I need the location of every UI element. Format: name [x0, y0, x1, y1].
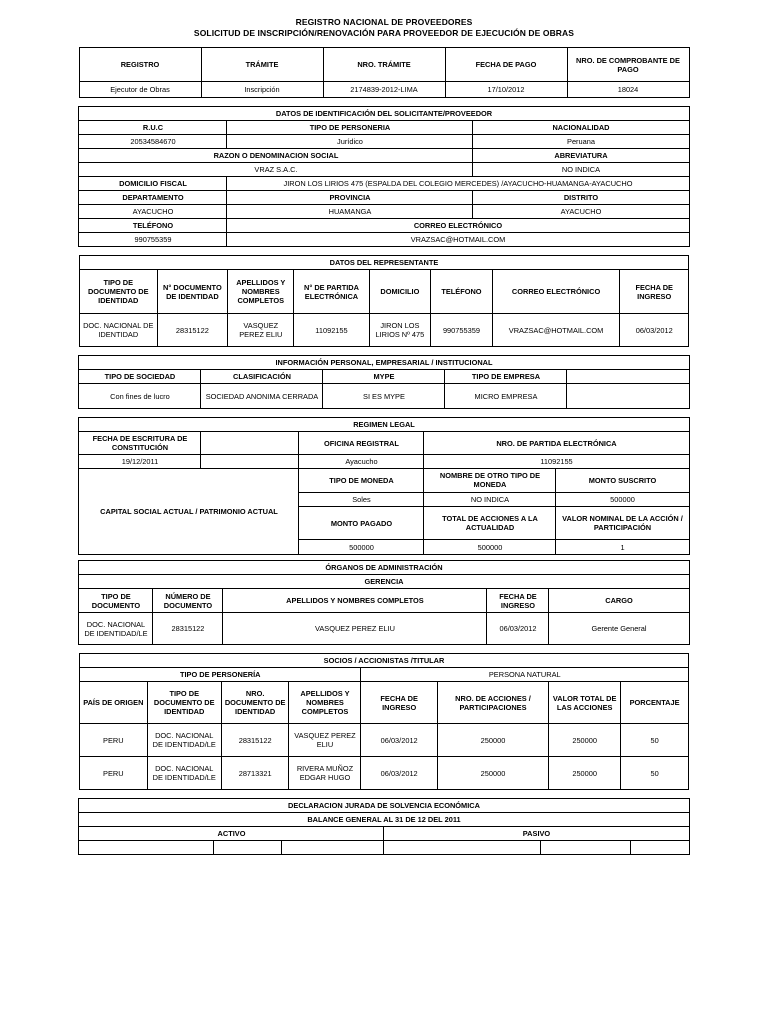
tramite-value-registro: Ejecutor de Obras — [79, 82, 201, 98]
tramite-header-registro: REGISTRO — [79, 48, 201, 82]
label-valor-nominal: VALOR NOMINAL DE LA ACCIÓN / PARTICIPACIÓN — [556, 507, 689, 540]
soc-header-tipo-doc: TIPO DE DOCUMENTO DE IDENTIDAD — [147, 682, 221, 724]
rep-cell-nro-doc: 28315122 — [157, 314, 228, 347]
label-fecha-escritura: FECHA DE ESCRITURA DE CONSTITUCIÓN — [79, 432, 201, 455]
rep-header-tipo-doc: TIPO DE DOCUMENTO DE IDENTIDAD — [80, 270, 158, 314]
org-cell-cargo: Gerente General — [549, 613, 689, 645]
tramite-value-fecha-pago: 17/10/2012 — [445, 82, 567, 98]
document-page — [0, 17, 768, 1024]
label-departamento: DEPARTAMENTO — [79, 191, 227, 205]
table-row — [79, 827, 689, 841]
rep-header-fecha-ingreso: FECHA DE INGRESO — [620, 270, 689, 314]
org-header-tipo-documento: TIPO DE DOCUMENTO — [79, 589, 153, 613]
label-razon-social: RAZON O DENOMINACION SOCIAL — [79, 149, 473, 163]
label-monto-suscrito: MONTO SUSCRITO — [556, 469, 689, 493]
tramite-table — [79, 47, 690, 98]
soc-cell-tipo-doc: DOC. NACIONAL DE IDENTIDAD/LE — [147, 724, 221, 757]
organos-table — [78, 560, 689, 645]
identificacion-table — [78, 106, 689, 247]
table-row — [80, 270, 689, 314]
value-telefono: 990755359 — [79, 233, 227, 247]
table-row — [79, 107, 689, 121]
table-row — [79, 121, 689, 135]
label-provincia: PROVINCIA — [227, 191, 473, 205]
soc-cell-fecha-ingreso: 06/03/2012 — [361, 757, 437, 790]
value-valor-nominal: 1 — [556, 540, 689, 555]
org-header-numero-documento: NÚMERO DE DOCUMENTO — [153, 589, 223, 613]
soc-cell-porcentaje: 50 — [621, 724, 689, 757]
organos-section-title: ÓRGANOS DE ADMINISTRACIÓN — [79, 561, 689, 575]
informacion-personal-table — [78, 355, 689, 409]
tramite-value-nro-comprobante: 18024 — [567, 82, 689, 98]
soc-cell-fecha-ingreso: 06/03/2012 — [361, 724, 437, 757]
rep-cell-partida: 11092155 — [294, 314, 369, 347]
soc-cell-nro-doc: 28713321 — [221, 757, 289, 790]
label-monto-pagado: MONTO PAGADO — [299, 507, 424, 540]
representante-table — [79, 255, 689, 347]
representante-section-title: DATOS DEL REPRESENTANTE — [80, 256, 689, 270]
soc-header-nro-acciones: NRO. DE ACCIONES / PARTICIPACIONES — [437, 682, 548, 724]
label-correo: CORREO ELECTRÓNICO — [227, 219, 689, 233]
tramite-header-fecha-pago: FECHA DE PAGO — [445, 48, 567, 82]
rep-header-apellidos: APELLIDOS Y NOMBRES COMPLETOS — [228, 270, 294, 314]
soc-header-pais: PAÍS DE ORIGEN — [80, 682, 148, 724]
value-total-acciones: 500000 — [424, 540, 556, 555]
declaracion-balance-title: BALANCE GENERAL AL 31 DE 12 DEL 2011 — [79, 813, 689, 827]
declaracion-table — [78, 798, 689, 855]
table-row — [79, 233, 689, 247]
rep-header-correo: CORREO ELECTRÓNICO — [492, 270, 620, 314]
table-row — [79, 799, 689, 813]
value-fecha-escritura: 19/12/2011 — [79, 455, 201, 469]
value-departamento: AYACUCHO — [79, 205, 227, 219]
table-row — [79, 177, 689, 191]
label-telefono: TELÉFONO — [79, 219, 227, 233]
informacion-section-title: INFORMACIÓN PERSONAL, EMPRESARIAL / INSTITUCIONAL — [79, 356, 689, 370]
value-correo: VRAZSAC@HOTMAIL.COM — [227, 233, 689, 247]
label-ruc: R.U.C — [79, 121, 227, 135]
table-row — [80, 682, 689, 724]
declaracion-pasivo-label: PASIVO — [384, 827, 689, 841]
socios-group-label: TIPO DE PERSONERÍA — [80, 668, 361, 682]
tramite-header-nro-comprobante: NRO. DE COMPROBANTE DE PAGO — [567, 48, 689, 82]
label-domicilio-fiscal: DOMICILIO FISCAL — [79, 177, 227, 191]
regimen-legal-table — [78, 417, 689, 555]
table-row — [79, 561, 689, 575]
rep-cell-apellidos: VASQUEZ PEREZ ELIU — [228, 314, 294, 347]
org-cell-numero-documento: 28315122 — [153, 613, 223, 645]
declaracion-empty-cell — [214, 841, 282, 855]
title-line-1: REGISTRO NACIONAL DE PROVEEDORES — [295, 17, 473, 27]
soc-cell-valor-total: 250000 — [549, 757, 621, 790]
table-row — [79, 163, 689, 177]
table-row — [79, 370, 689, 384]
soc-header-apellidos: APELLIDOS Y NOMBRES COMPLETOS — [289, 682, 361, 724]
value-tipo-moneda: Soles — [299, 492, 424, 507]
table-row — [79, 82, 689, 98]
soc-header-fecha-ingreso: FECHA DE INGRESO — [361, 682, 437, 724]
socios-table — [79, 653, 689, 790]
soc-cell-valor-total: 250000 — [549, 724, 621, 757]
table-row — [79, 48, 689, 82]
org-cell-apellidos: VASQUEZ PEREZ ELIU — [223, 613, 487, 645]
table-row — [79, 469, 689, 493]
table-row — [80, 724, 689, 757]
label-abreviatura: ABREVIATURA — [473, 149, 689, 163]
label-tipo-personeria: TIPO DE PERSONERIA — [227, 121, 473, 135]
declaracion-section-title: DECLARACION JURADA DE SOLVENCIA ECONÓMICA — [79, 799, 689, 813]
declaracion-activo-label: ACTIVO — [79, 827, 384, 841]
rep-header-nro-doc: N° DOCUMENTO DE IDENTIDAD — [157, 270, 228, 314]
tramite-header-nro-tramite: NRO. TRÁMITE — [323, 48, 445, 82]
info-header-tipo-empresa: TIPO DE EMPRESA — [445, 370, 567, 384]
value-monto-pagado: 500000 — [299, 540, 424, 555]
org-cell-fecha-ingreso: 06/03/2012 — [487, 613, 549, 645]
declaracion-empty-cell — [282, 841, 384, 855]
declaracion-empty-cell — [384, 841, 541, 855]
identificacion-section-title: DATOS DE IDENTIFICACIÓN DEL SOLICITANTE/PROVEEDOR — [79, 107, 689, 121]
soc-cell-apellidos: VASQUEZ PEREZ ELIU — [289, 724, 361, 757]
rep-header-partida: N° DE PARTIDA ELECTRÓNICA — [294, 270, 369, 314]
label-nombre-otro-moneda: NOMBRE DE OTRO TIPO DE MONEDA — [424, 469, 556, 493]
page-title — [0, 17, 768, 39]
info-cell-mype: SI ES MYPE — [323, 384, 445, 409]
value-partida-electronica: 11092155 — [424, 455, 689, 469]
value-razon-social: VRAZ S.A.C. — [79, 163, 473, 177]
table-row — [79, 841, 689, 855]
label-partida-electronica: NRO. DE PARTIDA ELECTRÓNICA — [424, 432, 689, 455]
table-row — [79, 813, 689, 827]
table-row — [79, 418, 689, 432]
soc-cell-nro-doc: 28315122 — [221, 724, 289, 757]
value-oficina-registral: Ayacucho — [299, 455, 424, 469]
table-row — [79, 432, 689, 455]
soc-cell-nro-acciones: 250000 — [437, 757, 548, 790]
table-row — [79, 384, 689, 409]
rep-header-domicilio: DOMICILIO — [369, 270, 431, 314]
table-row — [79, 589, 689, 613]
soc-header-porcentaje: PORCENTAJE — [621, 682, 689, 724]
rep-cell-fecha-ingreso: 06/03/2012 — [620, 314, 689, 347]
regimen-section-title: REGIMEN LEGAL — [79, 418, 689, 432]
info-header-empty — [567, 370, 689, 384]
soc-cell-nro-acciones: 250000 — [437, 724, 548, 757]
org-header-fecha-ingreso: FECHA DE INGRESO — [487, 589, 549, 613]
table-row — [80, 654, 689, 668]
value-abreviatura: NO INDICA — [473, 163, 689, 177]
rep-header-telefono: TELÉFONO — [431, 270, 493, 314]
value-provincia: HUAMANGA — [227, 205, 473, 219]
value-monto-suscrito: 500000 — [556, 492, 689, 507]
soc-cell-apellidos: RIVERA MUÑOZ EDGAR HUGO — [289, 757, 361, 790]
declaracion-empty-cell — [79, 841, 214, 855]
regimen-blank-value — [201, 455, 299, 469]
label-oficina-registral: OFICINA REGISTRAL — [299, 432, 424, 455]
socios-section-title: SOCIOS / ACCIONISTAS /TITULAR — [80, 654, 689, 668]
rep-cell-telefono: 990755359 — [431, 314, 493, 347]
table-row — [80, 314, 689, 347]
soc-cell-pais: PERU — [80, 724, 148, 757]
table-row — [79, 219, 689, 233]
socios-group-value: PERSONA NATURAL — [361, 668, 689, 682]
table-row — [79, 575, 689, 589]
label-distrito: DISTRITO — [473, 191, 689, 205]
rep-cell-correo: VRAZSAC@HOTMAIL.COM — [492, 314, 620, 347]
label-total-acciones: TOTAL DE ACCIONES A LA ACTUALIDAD — [424, 507, 556, 540]
declaracion-empty-cell — [541, 841, 631, 855]
soc-header-nro-doc: NRO. DOCUMENTO DE IDENTIDAD — [221, 682, 289, 724]
info-cell-tipo-sociedad: Con fines de lucro — [79, 384, 201, 409]
org-cell-tipo-documento: DOC. NACIONAL DE IDENTIDAD/LE — [79, 613, 153, 645]
tramite-value-tramite: Inscripción — [201, 82, 323, 98]
table-row — [80, 668, 689, 682]
label-capital-social: CAPITAL SOCIAL ACTUAL / PATRIMONIO ACTUAL — [79, 469, 299, 555]
table-row — [80, 757, 689, 790]
rep-cell-tipo-doc: DOC. NACIONAL DE IDENTIDAD — [80, 314, 158, 347]
value-nacionalidad: Peruana — [473, 135, 689, 149]
regimen-blank-header — [201, 432, 299, 455]
value-nombre-otro-moneda: NO INDICA — [424, 492, 556, 507]
info-cell-tipo-empresa: MICRO EMPRESA — [445, 384, 567, 409]
table-row — [79, 135, 689, 149]
table-row — [79, 613, 689, 645]
value-tipo-personeria: Jurídico — [227, 135, 473, 149]
org-header-apellidos: APELLIDOS Y NOMBRES COMPLETOS — [223, 589, 487, 613]
table-row — [79, 455, 689, 469]
label-nacionalidad: NACIONALIDAD — [473, 121, 689, 135]
info-header-clasificacion: CLASIFICACIÓN — [201, 370, 323, 384]
tramite-header-tramite: TRÁMITE — [201, 48, 323, 82]
info-header-mype: MYPE — [323, 370, 445, 384]
value-distrito: AYACUCHO — [473, 205, 689, 219]
soc-cell-porcentaje: 50 — [621, 757, 689, 790]
soc-header-valor-total: VALOR TOTAL DE LAS ACCIONES — [549, 682, 621, 724]
org-header-cargo: CARGO — [549, 589, 689, 613]
soc-cell-tipo-doc: DOC. NACIONAL DE IDENTIDAD/LE — [147, 757, 221, 790]
declaracion-empty-cell — [631, 841, 689, 855]
title-line-2: SOLICITUD DE INSCRIPCIÓN/RENOVACIÓN PARA PROVEEDOR DE EJECUCIÓN DE OBRAS — [193, 28, 575, 38]
info-header-tipo-sociedad: TIPO DE SOCIEDAD — [79, 370, 201, 384]
table-row — [79, 191, 689, 205]
rep-cell-domicilio: JIRON LOS LIRIOS Nº 475 — [369, 314, 431, 347]
table-row — [79, 205, 689, 219]
tramite-value-nro-tramite: 2174839-2012-LIMA — [323, 82, 445, 98]
table-row — [79, 149, 689, 163]
table-row — [79, 356, 689, 370]
value-domicilio-fiscal: JIRON LOS LIRIOS 475 (ESPALDA DEL COLEGIO MERCEDES) /AYACUCHO-HUAMANGA-AYACUCHO — [227, 177, 689, 191]
info-cell-clasificacion: SOCIEDAD ANONIMA CERRADA — [201, 384, 323, 409]
value-ruc: 20534584670 — [79, 135, 227, 149]
table-row — [80, 256, 689, 270]
soc-cell-pais: PERU — [80, 757, 148, 790]
label-tipo-moneda: TIPO DE MONEDA — [299, 469, 424, 493]
info-cell-empty — [567, 384, 689, 409]
organos-subsection-title: GERENCIA — [79, 575, 689, 589]
